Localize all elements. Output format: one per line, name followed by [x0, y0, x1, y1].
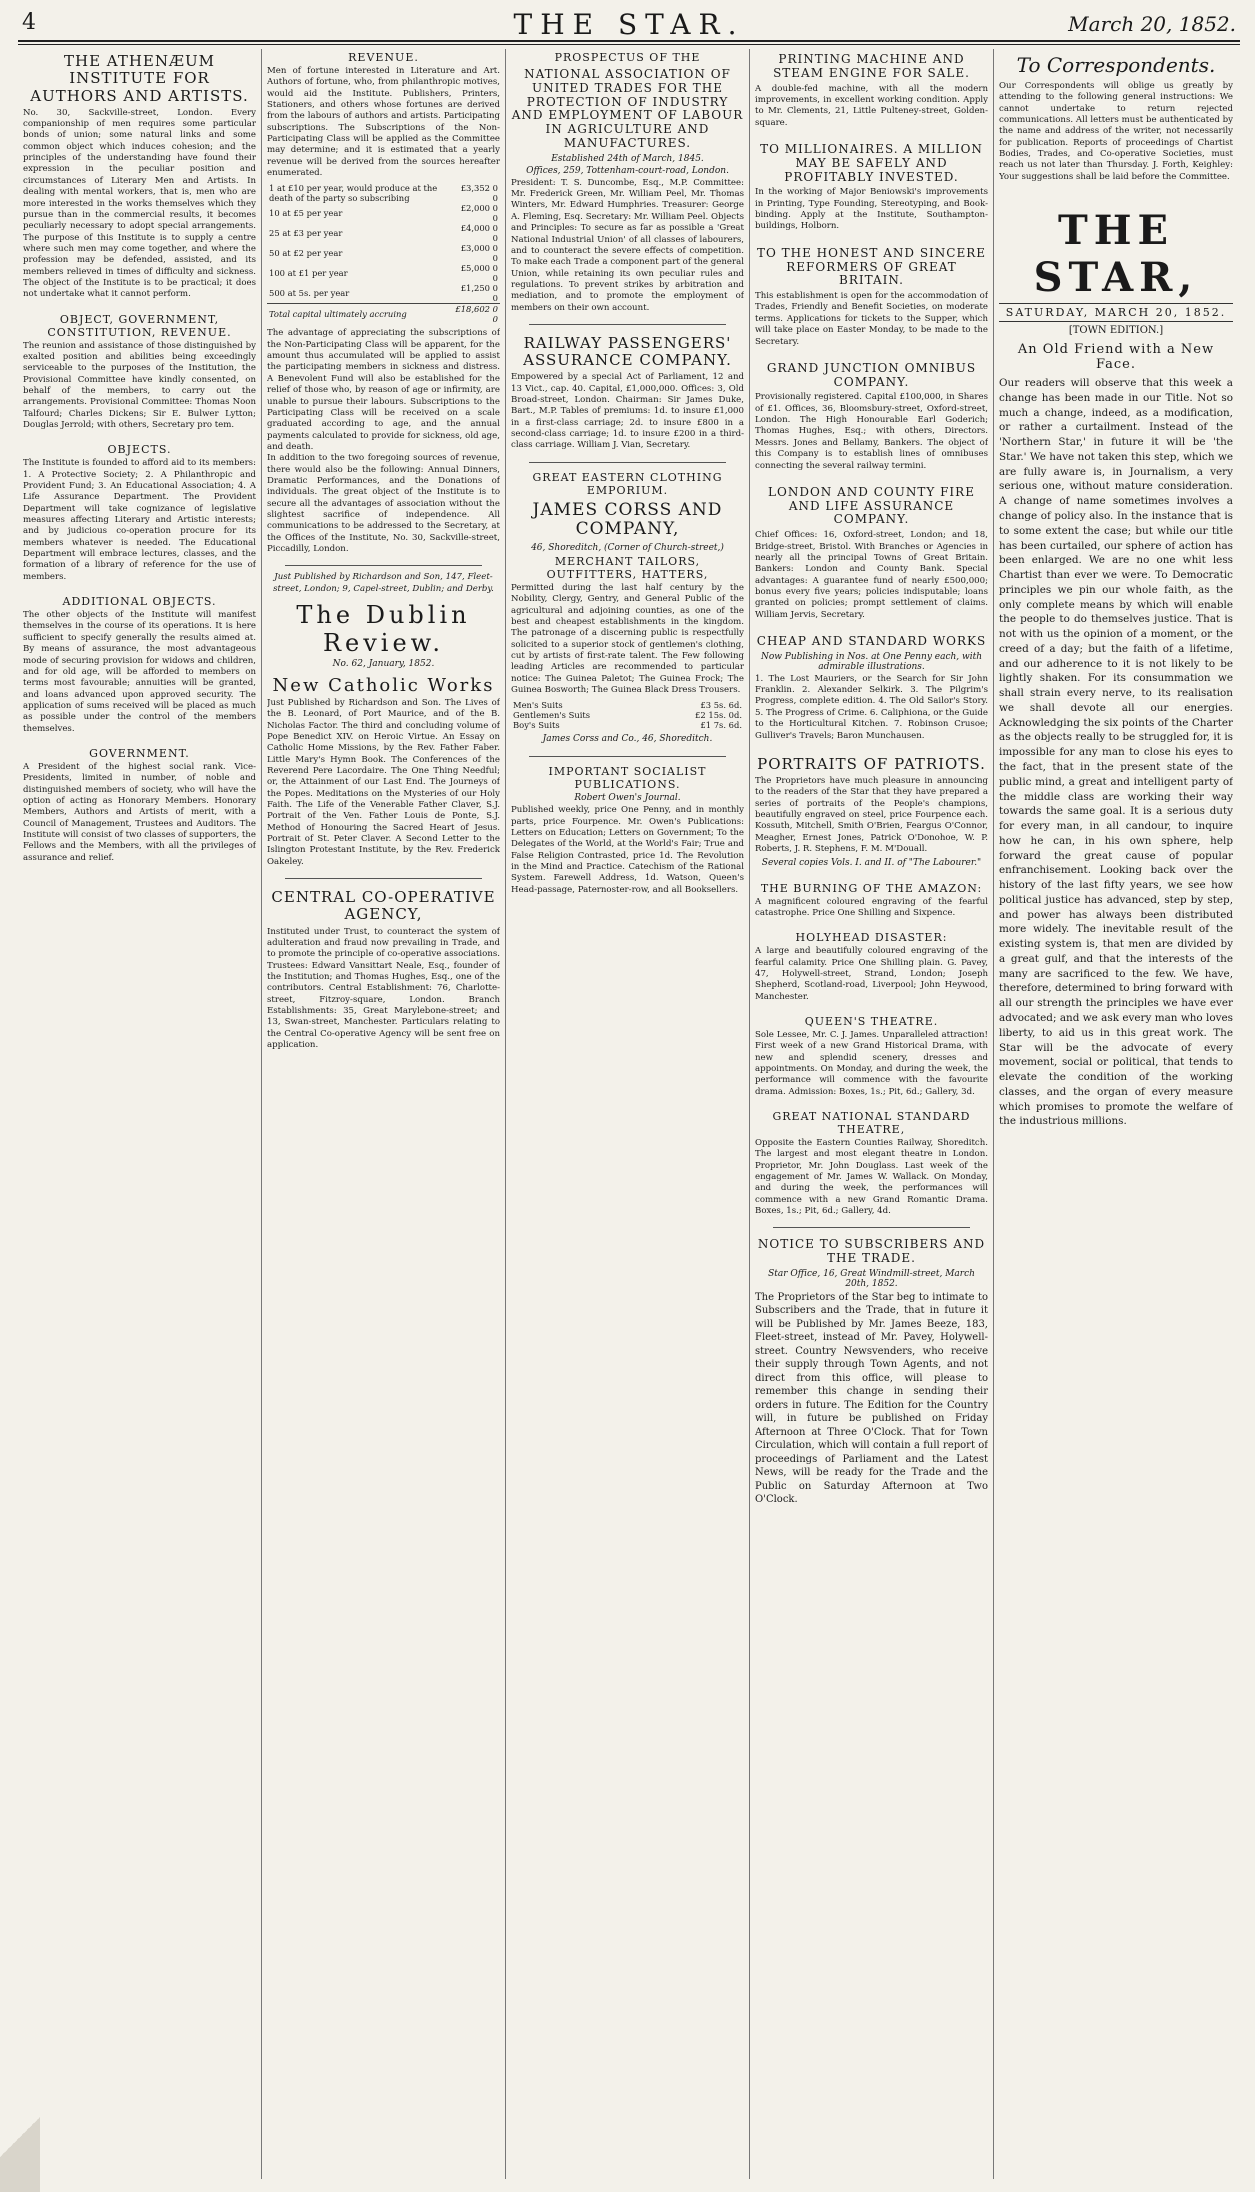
printing-body: A double-fed machine, with all the modern improvements, in excellent working condition. Apply to Mr. Clements, 21, Little Pulteney-street, Golden-square.	[755, 83, 988, 128]
honest-body: This establishment is open for the accommodation of Trades, Friendly and Benefit Societies, on moderate terms. Applications for tickets to the Supper, which will take place on Easter Monday, to be made to the Secretary.	[755, 291, 988, 347]
row-label: 500 at 5s. per year	[269, 288, 350, 299]
omnibus-ad	[755, 358, 988, 472]
revenue-table	[267, 183, 500, 324]
central-agency-ad	[267, 885, 500, 1051]
railway-heading: RAILWAY PASSENGERS' ASSURANCE COMPANY.	[523, 333, 732, 370]
object-article	[23, 311, 256, 432]
divider	[529, 756, 726, 757]
row-label: 100 at £1 per year	[269, 268, 348, 279]
torn-corner	[0, 2082, 40, 2192]
additional-article	[23, 593, 256, 735]
athenaeum-heading: THE ATHENÆUM INSTITUTE FOR AUTHORS AND ARTISTS.	[30, 52, 249, 105]
table-row	[267, 183, 500, 203]
amazon-ad	[755, 880, 988, 920]
revenue-heading: REVENUE.	[348, 51, 419, 64]
railway-ad	[511, 331, 744, 452]
lead-heading: An Old Friend with a New Face.	[1017, 342, 1215, 373]
column-2	[262, 49, 506, 2179]
revenue-body: Men of fortune interested in Literature and Art. Authors of fortune, who, from philanthropic motives, would aid the Institute. Publishers, Printers, Stationers, and others whose fortunes are derived from the labours of authors and artists. Participating subscriptions. The Subscriptions of the Non-Participating Class will be applied as the Committee may determine; and it is estimated that a yearly revenue will be derived from the sources hereafter enumerated.	[267, 66, 500, 179]
table-row	[267, 283, 500, 304]
portraits-body: The Proprietors have much pleasure in announcing to the readers of the Star that they have prepared a series of portraits of the People's champions, beautifully engraved on steel, price Fourpence each. Kossuth, Mitchell, Smith O'Brien, Feargus O'Connor, Meagher, Ernest Jones, Patrick O'Donohoe, W. P. Roberts, J. R. Stephens, F. M. M'Douall.	[755, 776, 988, 855]
price-value: £2 15s. 0d.	[695, 710, 742, 721]
holyhead-body: A large and beautifully coloured engraving of the fearful calamity. Price One Shilling plain. G. Pavey, 47, Holywell-street, Strand, London; Joseph Shepherd, Scotland-road, Liverpool; John Heywood, Manchester.	[755, 946, 988, 1002]
labourer-note: Several copies Vols. I. and II. of "The Labourer."	[761, 857, 982, 868]
catholic-works-title: New Catholic Works	[272, 675, 495, 696]
column-4	[750, 49, 994, 2179]
additional-heading: ADDITIONAL OBJECTS.	[62, 595, 217, 609]
objects-body: The Institute is founded to afford aid to its members: 1. A Protective Society; 2. A Philanthropic and Provident Fund; 3. An Educational Association; 4. A Life Assurance Department. The Provident Department will take cognizance of legislative measures affecting Literary and Artistic interests; and by judicious co-operation procure for its members whatever is needed. The Educational Department will embrace lectures, classes, and the formation of a library of reference for the use of members.	[23, 458, 256, 582]
divider	[285, 878, 482, 879]
revenue-body-2: The advantage of appreciating the subscriptions of the Non-Participating Class will be apparent, for the amount thus accumulated will be applied to assist the participating members in sickness and distress. A Benevolent Fund will also be established for the relief of those who, by reason of age or infirmity, are unable to pursue their labours. Subscriptions to the Participating Class will be received on a scale graduated according to age, and the annual payments calculated to provide for sickness, old age, and death.	[267, 328, 500, 452]
cheap-works-ad	[755, 631, 988, 742]
queens-theatre-ad	[755, 1013, 988, 1098]
row-label: 1 at £10 per year, would produce at the death of the party so subscribing	[269, 183, 438, 204]
cheap-body: 1. The Lost Mauriers, or the Search for Sir John Franklin. 2. Alexander Selkirk. 3. The Pilgrim's Progress, complete edition. 4. The Old Sailor's Story. 5. The Progress of Crime. 6. Caliphiona, or the Guide to the Horticultural Kitchen. 7. Robinson Crusoe; Gulliver's Travels; Baron Munchausen.	[755, 673, 988, 741]
millionaires-ad	[755, 139, 988, 233]
price-value: £3 5s. 6d.	[700, 700, 742, 711]
column-5	[994, 49, 1238, 2179]
row-label: 50 at £2 per year	[269, 248, 343, 259]
athenaeum-article	[23, 49, 256, 301]
millionaires-body: In the working of Major Beniowski's improvements in Printing, Type Founding, Stereotyping, and Book-binding. Apply at the Institute, Southampton-buildings, Holborn.	[755, 187, 988, 232]
row-value: £4,000 0 0	[460, 223, 498, 244]
clothing-small: GREAT EASTERN CLOTHING EMPORIUM.	[532, 470, 723, 497]
paper-title: THE STAR.	[513, 8, 745, 41]
central-body: Instituted under Trust, to counteract the system of adulteration and fraud now prevailing in Trade, and to promote the principle of co-operative associations. Trustees: Edward Vansittart Neale, Esq., founder of the Institution; and Thomas Hughes, Esq., one of the contributors. Central Establishment: 76, Charlotte-street, Fitzroy-square, London. Branch Establishments: 35, Great Marylebone-street; and 13, Swan-street, Manchester. Particulars relating to the Central Co-operative Agency will be sent free on application.	[267, 926, 500, 1051]
masthead	[18, 8, 1240, 42]
table-row	[267, 203, 500, 223]
railway-body: Empowered by a special Act of Parliament, 12 and 13 Vict., cap. 40. Capital, £1,000,000. Offices: 3, Old Broad-street, London. Chairman: Sir James Duke, Bart., M.P. Tables of premiums: 1d. to insure £1,000 in a first-class carriage; 2d. to insure £800 in a second-class carriage; 1d. to insure £200 in a third-class carriage. William J. Vian, Secretary.	[511, 372, 744, 451]
lead-body: Our readers will observe that this week a change has been made in our Title. Not so much a change, indeed, as a modification, or rather a curtailment. Instead of the 'Northern Star,' in future it will be 'the Star.' We have not taken this step, which we are fully aware is, in Journalism, a very serious one, without mature consideration. A change of name sometimes involves a change of policy also. In the instance that is to some extent the case; but while our title has been curtailed, our sphere of action has been enlarged. We are no one whit less Chartist than ever we were. To Democratic principles we pin our whole faith, as the only complete means by which will enable the people to do themselves justice. That is not with us the opinion of a moment, or the creed of a day; but the faith of a lifetime, and our adherence to it is not likely to be lightly shaken. For its consummation we shall strain every nerve, to its realisation we shall devote all our energies. Acknowledging the six points of the Charter as the objects really to be struggled for, it is impossible for any man to close his eyes to the fact, that in the present state of the public mind, a great and intelligent party of the middle class are working their way towards the same goal. It is a serious duty for every man, in all candour, to inquire how he can, in his own sphere, help forward the great cause of popular enfranchisement. Looking back over the history of the last fifty years, we see how political justice has advanced, step by step, and power has always been distributed more widely. The inevitable result of the existing system is, that men are divided by a great gulf, and that the interests of the many are sacrificed to the few. We have, therefore, determined to bring forward with all our strength the principles we have ever advocated; and we ask every man who loves liberty, to aid us in this great work. The Star will be the advocate of every movement, social or political, that tends to elevate the condition of the working classes, and the organ of every measure which promises to promote the welfare of the industrious millions.	[999, 377, 1233, 1128]
government-heading: GOVERNMENT.	[89, 746, 190, 760]
queens-body: Sole Lessee, Mr. C. J. James. Unparalleled attraction! First week of a new Grand Historical Drama, with new and splendid scenery, dresses and appointments. On Monday, and during the week, the performance will commence with the favourite drama. Admission: Boxes, 1s.; Pit, 6d.; Gallery, 3d.	[755, 1029, 988, 1097]
price-value: £1 7s. 6d.	[700, 720, 742, 731]
row-label: 10 at £5 per year	[269, 208, 343, 219]
row-value: £3,000 0 0	[460, 243, 498, 264]
printing-heading: PRINTING MACHINE AND STEAM ENGINE FOR SALE.	[773, 52, 970, 80]
standard-body: Opposite the Eastern Counties Railway, Shoreditch. The largest and most elegant theatre in London. Proprietor, Mr. John Douglass. Last week of the engagement of Mr. James W. Wallack. On Monday, and during the week, the performances will commence with a new Grand Romantic Drama. Boxes, 1s.; Pit, 6d.; Gallery, 4d.	[755, 1137, 988, 1217]
table-row	[511, 710, 744, 720]
omnibus-body: Provisionally registered. Capital £100,000, in Shares of £1. Offices, 36, Bloomsbury-street, Oxford-street, London. The High Honourable Earl Goderich; Thomas Hughes, Esq.; with others, Directors. Messrs. Jones and Bellamy, Bankers. The object of this Company is to establish lines of omnibuses connecting the several railway termini.	[755, 392, 988, 471]
issue-date: March 20, 1852.	[1068, 12, 1236, 36]
standard-heading: GREAT NATIONAL STANDARD THEATRE,	[772, 1109, 971, 1136]
dublin-notice: Just Published by Richardson and Son, 147, Fleet-street, London; 9, Capel-street, Dublin; and Derby.	[273, 572, 494, 594]
prospectus-body: President: T. S. Duncombe, Esq., M.P. Committee: Mr. Frederick Green, Mr. William Peel, Mr. Thomas Winters, Mr. Edward Humphries. Treasurer: George A. Fleming, Esq. Secretary: Mr. William Peel. Objects and Principles: To secure as far as possible a 'Great National Industrial Union' of all classes of labourers, and to counteract the severe effects of competition. To make each Trade a component part of the general Union, while retaining its own peculiar rules and regulations. To prevent strikes by arbitration and mediation, and to promote the employment of members on their own account.	[511, 177, 744, 313]
row-label: 25 at £3 per year	[269, 228, 343, 239]
clothing-heading: JAMES CORSS AND COMPANY,	[532, 499, 723, 540]
divider	[285, 565, 482, 566]
row-value: £5,000 0 0	[460, 263, 498, 284]
holyhead-ad	[755, 929, 988, 1003]
prospectus-offices: Offices, 259, Tottenham-court-road, London.	[526, 165, 729, 176]
star-edition: [TOWN EDITION.]	[1068, 325, 1164, 337]
government-body: A President of the highest social rank. Vice-Presidents, limited in number, of noble and distinguished members of society, who will have the option of acting as Honorary Members. Honorary Members, Authors and Artists of merit, with a Council of Management, Trustees and Auditors. The Institute will consist of two classes of supporters, the Fellows and the Members, with all the privileges of assurance and relief.	[23, 761, 256, 863]
socialist-heading: IMPORTANT SOCIALIST PUBLICATIONS.	[548, 765, 707, 792]
newspaper-page	[18, 8, 1240, 2184]
notice-heading: NOTICE TO SUBSCRIBERS AND THE TRADE.	[757, 1237, 986, 1266]
clothing-footer: James Corss and Co., 46, Shoreditch.	[542, 734, 713, 745]
page-number: 4	[22, 10, 36, 35]
amazon-heading: THE BURNING OF THE AMAZON:	[760, 881, 983, 895]
clothing-ad	[511, 469, 744, 747]
column-3	[506, 49, 750, 2179]
table-row	[511, 720, 744, 730]
columns	[18, 49, 1240, 2179]
london-fire-heading: LONDON AND COUNTY FIRE AND LIFE ASSURANCE COMPANY.	[768, 484, 975, 527]
central-heading: CENTRAL CO-OPERATIVE AGENCY,	[271, 888, 496, 924]
notice-body: The Proprietors of the Star beg to intimate to Subscribers and the Trade, that in future it will be Published by Mr. James Beeze, 183, Fleet-street, instead of Mr. Pavey, Holywell-street. Country Newsvenders, who receive their supply through Town Agents, and not direct from this office, will please to remember this change in sending their orders in future. The Edition for the Country will, in future be published on Friday Afternoon at Three O'Clock. That for Town Circulation, which will contain a full report of proceedings of Parliament and the Latest News, will be ready for the Trade and the Public on Saturday Afternoon at Two O'Clock.	[755, 1291, 988, 1506]
queens-heading: QUEEN'S THEATRE.	[804, 1014, 939, 1028]
amazon-body: A magnificent coloured engraving of the fearful catastrophe. Price One Shilling and Sixpence.	[755, 896, 988, 918]
correspondents-body: Our Correspondents will oblige us greatly by attending to the following general instructions: We cannot undertake to return rejected communications. All letters must be authenticated by the name and address of the writer, not necessarily for publication. Reports of proceedings of Chartist Bodies, Trades, and Co-operative Societies, must reach us not later than Thursday. J. Forth, Keighley: Your suggestions shall be laid before the Committee.	[999, 81, 1233, 182]
standard-theatre-ad	[755, 1108, 988, 1217]
table-row	[511, 700, 744, 710]
row-value: £3,352 0 0	[460, 183, 498, 204]
divider	[773, 1227, 970, 1228]
cheap-sub: Now Publishing in Nos. at One Penny each, with admirable illustrations.	[760, 651, 983, 672]
revenue-article	[267, 49, 500, 555]
prospectus-ad	[511, 49, 744, 314]
table-row	[267, 243, 500, 263]
revenue-body-3: In addition to the two foregoing sources of revenue, there would also be the following: Annual Dinners, Dramatic Performances, and the Donations of individuals. The great object of the Institute is to secure all the advantages of association without the slightest sacrifice of independence. All communications to be addressed to the Secretary, at the Offices of the Institute, No. 30, Sackville-street, Piccadilly, London.	[267, 453, 500, 554]
star-date: SATURDAY, MARCH 20, 1852.	[999, 303, 1233, 322]
prospectus-established: Established 24th of March, 1845.	[551, 153, 704, 164]
column-1	[18, 49, 262, 2179]
prospectus-small: PROSPECTUS OF THE	[554, 51, 701, 64]
additional-body: The other objects of the Institute will manifest themselves in the course of its operations. It is here sufficient to specify generally the results aimed at. By means of assurance, the most advantageous mode of securing provision for widows and children, and for old age, will be afforded to members on terms most favourable; annuities will be granted, and loans advanced upon approved security. The application of sums received will be placed as much as possible under the control of the members themselves.	[23, 610, 256, 734]
dublin-body: Just Published by Richardson and Son. The Lives of the B. Leonard, of Port Maurice, and of the B. Nicholas Factor. The third and concluding volume of Pope Benedict XIV. on Heroic Virtue. An Essay on Catholic Home Missions, by the Rev. Father Faber. Little Mary's Hymn Book. The Conferences of the Reverend Pere Lacordaire. The One Thing Needful; or, the Attainment of our Last End. The Journeys of the Popes. Meditations on the Mysteries of our Holy Faith. The Life of the Venerable Father Claver, S.J. Portrait of the Ven. Father Louis de Ponte, S.J. Method of Honouring the Sacred Heart of Jesus. Portrait of St. Peter Claver. A Second Letter to the Islington Protestant Institute, by the Rev. Frederick Oakeley.	[267, 698, 500, 867]
subscribers-notice	[755, 1234, 988, 1507]
row-value: £2,000 0 0	[460, 203, 498, 224]
portraits-ad	[755, 752, 988, 870]
london-fire-ad	[755, 482, 988, 621]
honest-ad	[755, 243, 988, 348]
star-title: THE STAR,	[1033, 207, 1199, 302]
dublin-review-ad	[267, 572, 500, 868]
clothing-trades: MERCHANT TAILORS, OUTFITTERS, HATTERS,	[546, 554, 709, 581]
millionaires-heading: TO MILLIONAIRES. A MILLION MAY BE SAFELY AND PROFITABLY INVESTED.	[760, 141, 983, 184]
table-total-row	[267, 304, 500, 325]
holyhead-heading: HOLYHEAD DISASTER:	[795, 931, 948, 945]
government-article	[23, 745, 256, 864]
cheap-heading: CHEAP AND STANDARD WORKS	[756, 633, 987, 648]
correspondents-heading: To Correspondents.	[1016, 53, 1216, 77]
divider	[529, 462, 726, 463]
price-label: Gentlemen's Suits	[513, 710, 591, 721]
objects-article	[23, 441, 256, 583]
clothing-address: 46, Shoreditch, (Corner of Church-street,)	[531, 542, 724, 553]
portraits-heading: PORTRAITS OF PATRIOTS.	[757, 754, 986, 773]
clothing-prices	[511, 700, 744, 730]
notice-address: Star Office, 16, Great Windmill-street, March 20th, 1852.	[768, 1268, 975, 1289]
honest-heading: TO THE HONEST AND SINCERE REFORMERS OF GREAT BRITAIN.	[756, 245, 987, 288]
socialist-ad	[511, 763, 744, 896]
total-value: £18,602 0 0	[453, 304, 500, 325]
price-label: Men's Suits	[513, 700, 563, 711]
correspondents-section	[999, 49, 1233, 183]
clothing-body: Permitted during the last half century by the Nobility, Clergy, Gentry, and General Public of the agricultural and adjoining counties, as one of the best and cheapest establishments in the kingdom. The patronage of a discerning public is respectfully solicited to a superior stock of gentlemen's clothing, cut by artists of first-rate talent. The Few following leading Articles are recommended to particular notice: The Guinea Paletot; The Guinea Frock; The Guinea Bosworth; The Guinea Black Dress Trousers.	[511, 582, 744, 695]
dublin-subtitle: No. 62, January, 1852.	[332, 659, 435, 669]
editorial-section	[999, 193, 1233, 1129]
london-fire-body: Chief Offices: 16, Oxford-street, London; and 18, Bridge-street, Bristol. With Branches or Agencies in nearly all the principal Towns of Great Britain. Bankers: London and County Bank. Special advantages: A guarantee fund of nearly £500,000; bonus every five years; policies indisputable; loans granted on policies; prompt settlement of claims. William Jervis, Secretary.	[755, 530, 988, 620]
table-row	[267, 223, 500, 243]
dublin-title: The Dublin Review.	[296, 601, 471, 657]
object-body: The reunion and assistance of those distinguished by exalted position and abilities being exceedingly serviceable to the purposes of the Institution, the Provisional Committee have kindly consented, on behalf of the members, to carry out the arrangements. Provisional Committee: Thomas Noon Talfourd; Charles Dickens; Sir E. Bulwer Lytton; Douglas Jerrold; with others, Secretary pro tem.	[23, 340, 256, 430]
divider	[529, 324, 726, 325]
socialist-sub: Robert Owen's Journal.	[574, 793, 681, 804]
socialist-body: Published weekly, price One Penny, and in monthly parts, price Fourpence. Mr. Owen's Publications: Letters on Education; Letters on Government; To the Delegates of the World, at the World's Fair; True and False Religion Contrasted, price 1d. The Revolution in the Mind and Practice. Catechism of the Rational System. Farewell Address, 1d. Watson, Queen's Head-passage, Paternoster-row, and all Booksellers.	[511, 805, 744, 895]
objects-heading: OBJECTS.	[107, 443, 172, 457]
total-label: Total capital ultimately accruing	[267, 304, 453, 325]
printing-ad	[755, 49, 988, 129]
price-label: Boy's Suits	[513, 720, 560, 731]
table-row	[267, 263, 500, 283]
athenaeum-body: No. 30, Sackville-street, London. Every companionship of men requires some particular bonds of union; some natural links and some common object which induces cohesion; and the principles of the understanding have found their expression in the peculiar position and circumstances of Literary Men and Artists. In dealing with mental workers, that is, men who are more interested in the works themselves which they pursue than in the commercial results, it becomes peculiarly necessary to adopt special arrangements. The purpose of this Institute is to supply a centre where such men may come together, and where the profession may be defended, assisted, and its members relieved in times of difficulty and sickness. The object of the Institute is to be practical; it does not undertake what it cannot perform.	[23, 107, 256, 300]
prospectus-heading: NATIONAL ASSOCIATION OF UNITED TRADES FOR THE PROTECTION OF INDUSTRY AND EMPLOYMENT OF LABOUR IN AGRICULTURE AND MANUFACTURES.	[511, 67, 744, 150]
masthead-rule	[18, 44, 1240, 45]
object-heading: OBJECT, GOVERNMENT, CONSTITUTION, REVENUE.	[47, 312, 232, 339]
omnibus-heading: GRAND JUNCTION OMNIBUS COMPANY.	[766, 360, 977, 389]
row-value: £1,250 0 0	[460, 283, 498, 304]
